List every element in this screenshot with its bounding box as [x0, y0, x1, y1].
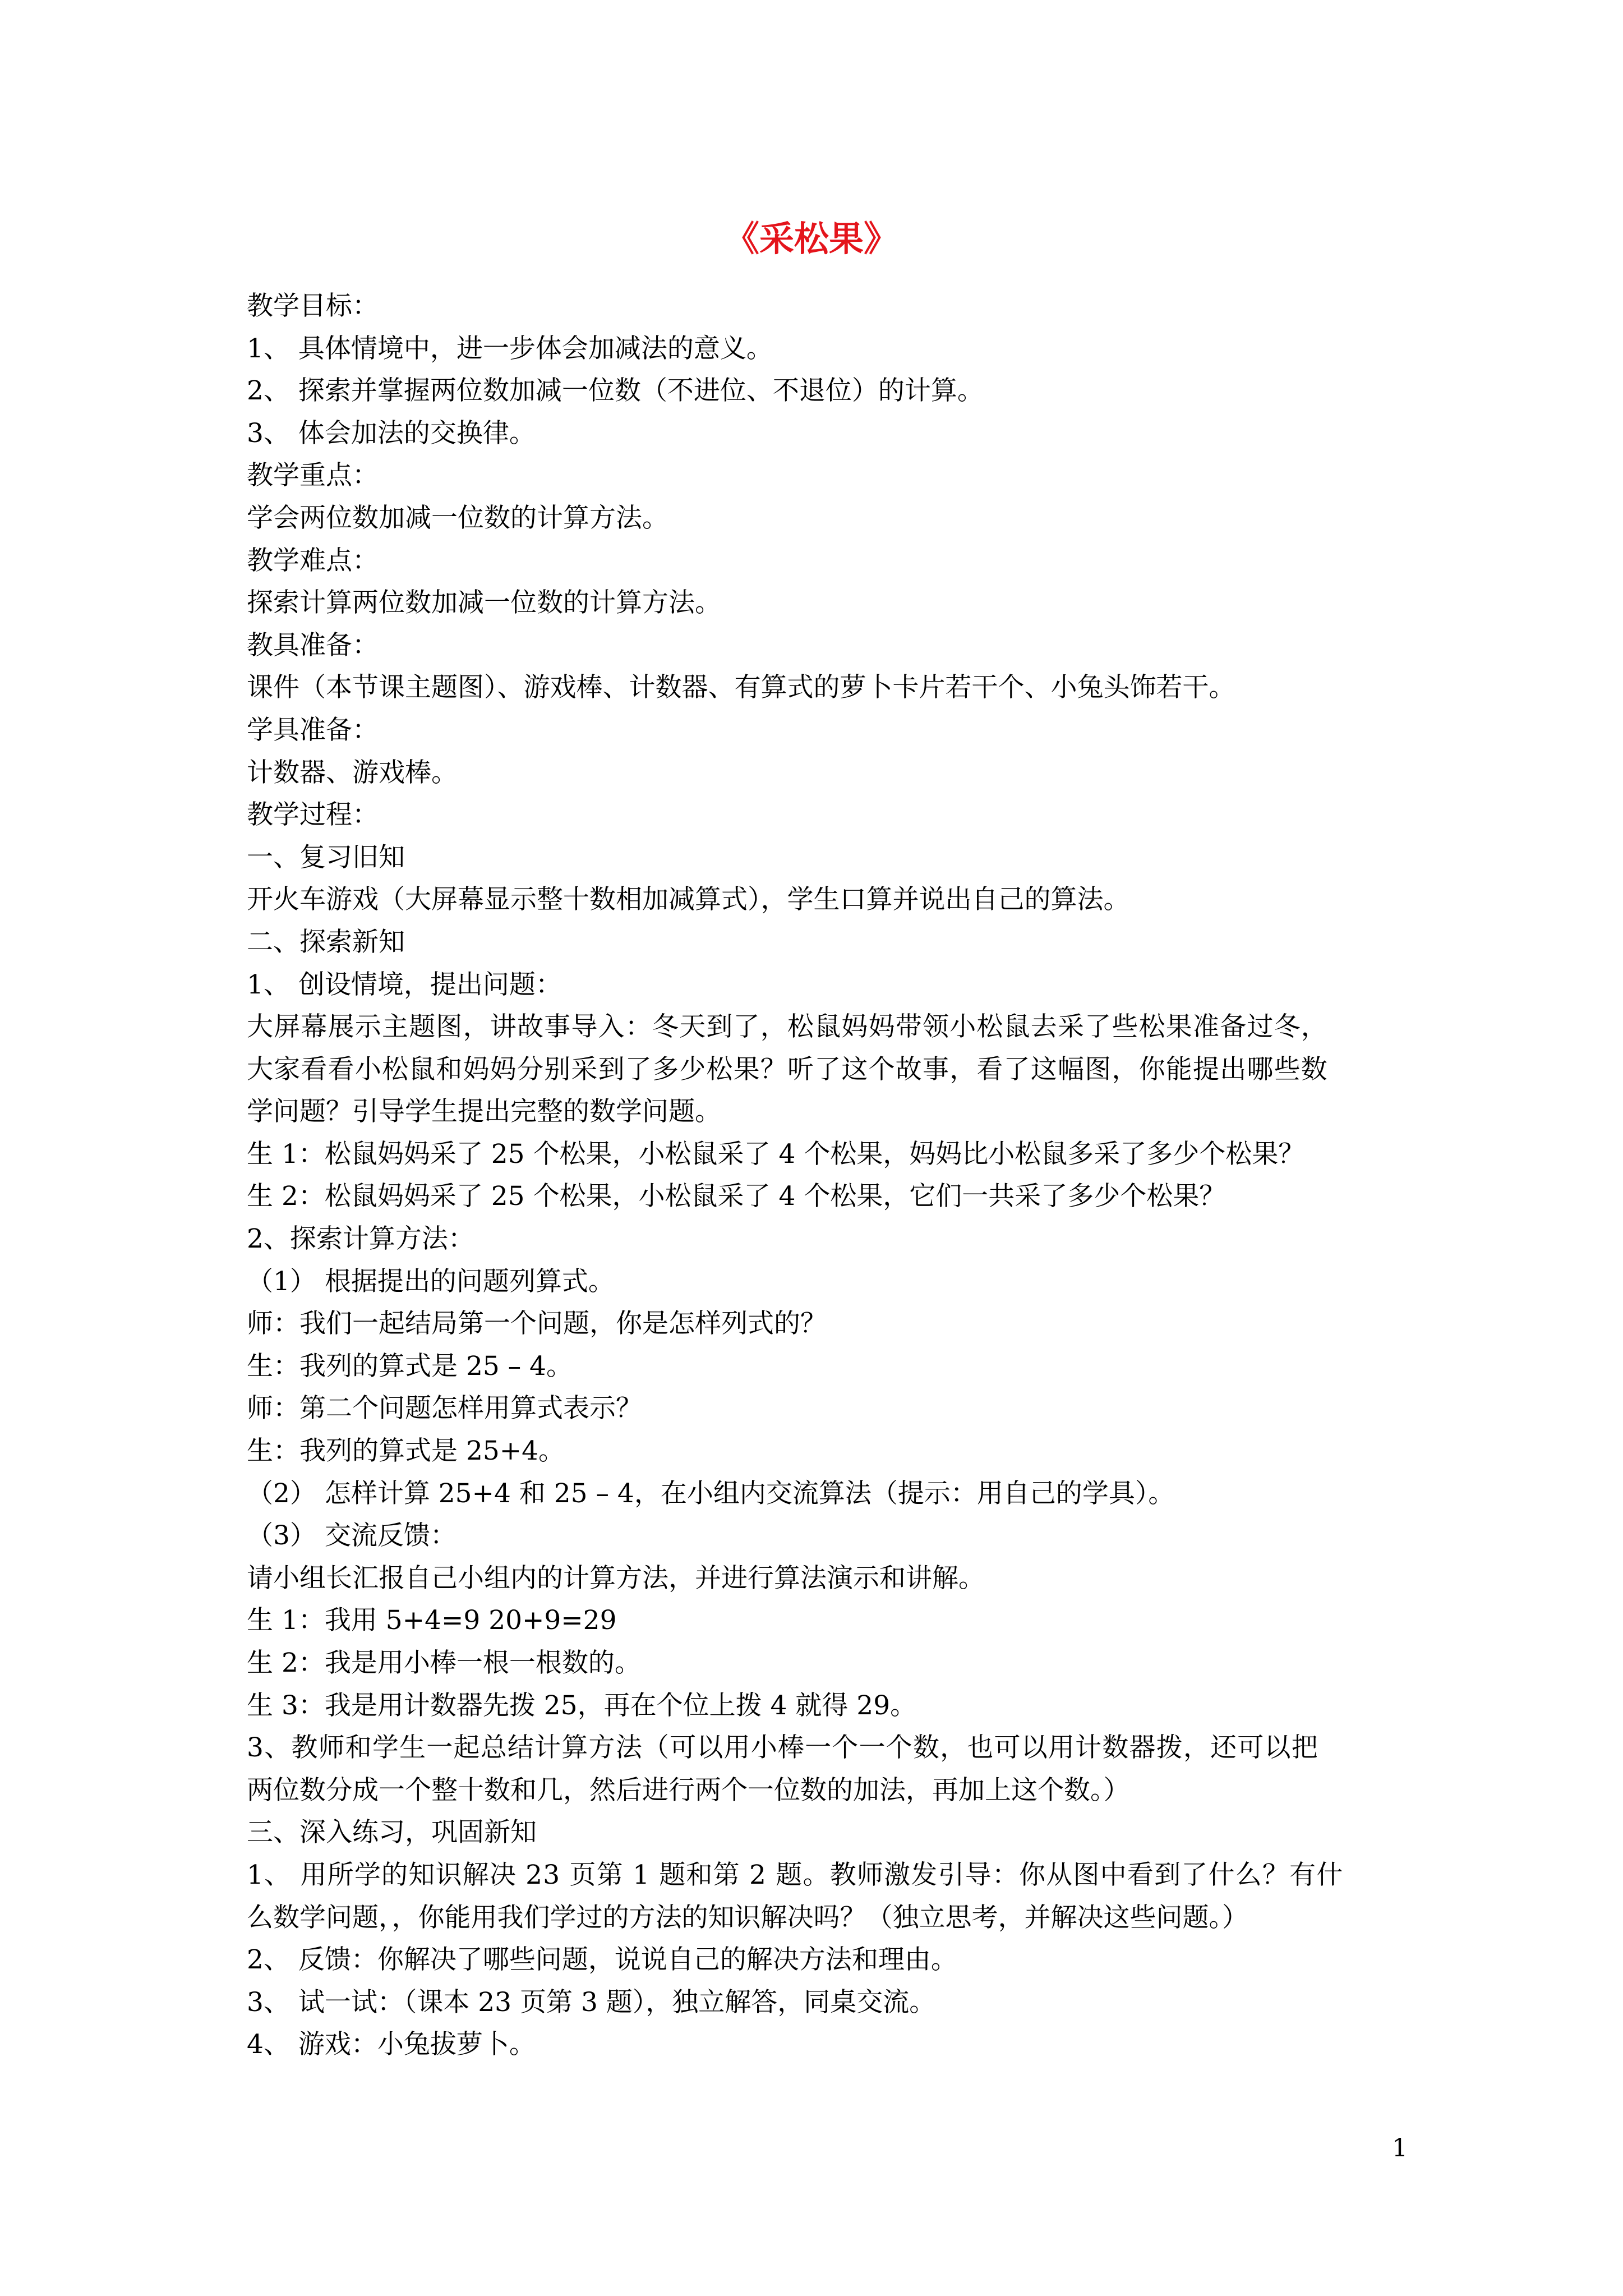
practice-item-4: 4、 游戏：小兔拔萝卜。: [247, 2029, 536, 2060]
practice-item-3: 3、 试一试：（课本 23 页第 3 题），独立解答，同桌交流。: [247, 1986, 936, 2018]
paragraph-line: 两位数分成一个整十数和几，然后进行两个一位数的加法，再加上这个数。）: [247, 1774, 1130, 1806]
document-body: [247, 285, 1408, 2066]
student-report-1: 生 1：我用 5+4=9 20+9=29: [247, 1605, 617, 1636]
sub-step-3: （3） 交流反馈：: [247, 1520, 457, 1552]
paragraph-line: 请小组长汇报自己小组内的计算方法，并进行算法演示和讲解。: [247, 1562, 985, 1594]
student-answer-1: 生 1：松鼠妈妈采了 25 个松果，小松鼠采了 4 个松果，妈妈比小松鼠多采了多少个松果？: [247, 1138, 1305, 1170]
objective-item-3: 3、 体会加法的交换律。: [247, 417, 536, 449]
page-number: 1: [1392, 2134, 1408, 2162]
teaching-aids-text: 课件（本节课主题图）、游戏棒、计数器、有算式的萝卜卡片若干个、小兔头饰若干。: [247, 672, 1235, 703]
student-answer-2: 生 2：松鼠妈妈采了 25 个松果，小松鼠采了 4 个松果，它们一共采了多少个松果？: [247, 1181, 1226, 1212]
student-report-2: 生 2：我是用小棒一根一根数的。: [247, 1648, 641, 1678]
section-heading-teaching-aids: 教具准备：: [247, 629, 379, 661]
process-step-3: 3、教师和学生一起总结计算方法（可以用小棒一个一个数，也可以用计数器拨，还可以把: [247, 1732, 1318, 1764]
paragraph-line: 大屏幕展示主题图，讲故事导入：冬天到了，松鼠妈妈带领小松鼠去采了些松果准备过冬，: [247, 1011, 1328, 1043]
sub-step-2: （2） 怎样计算 25+4 和 25 – 4，在小组内交流算法（提示：用自己的学具）。: [247, 1478, 1175, 1509]
objective-item-2: 2、 探索并掌握两位数加减一位数（不进位、不退位）的计算。: [247, 375, 984, 407]
key-points-text: 学会两位数加减一位数的计算方法。: [247, 502, 668, 533]
student-report-3: 生 3：我是用计数器先拨 25，再在个位上拨 4 就得 29。: [247, 1690, 917, 1721]
student-aids-text: 计数器、游戏棒。: [247, 757, 458, 788]
practice-item-1: 1、 用所学的知识解决 23 页第 1 题和第 2 题。教师激发引导：你从图中看到了什么？有什: [247, 1859, 1344, 1890]
paragraph-line: 大家看看小松鼠和妈妈分别采到了多少松果？听了这个故事，看了这幅图，你能提出哪些数: [247, 1053, 1328, 1085]
process-step-1: 1、 创设情境，提出问题：: [247, 969, 562, 1000]
section-heading-student-aids: 学具准备：: [247, 714, 379, 746]
section-heading-objectives: 教学目标：: [247, 291, 379, 321]
process-part-1-text: 开火车游戏（大屏幕显示整十数相加减算式），学生口算并说出自己的算法。: [247, 884, 1130, 915]
dialogue-line: 师：第二个问题怎样用算式表示？: [247, 1393, 642, 1424]
section-heading-difficulties: 教学难点：: [247, 545, 379, 576]
section-heading-process: 教学过程：: [247, 799, 379, 831]
dialogue-line: 生：我列的算式是 25 – 4。: [247, 1350, 573, 1382]
practice-item-2: 2、 反馈：你解决了哪些问题，说说自己的解决方法和理由。: [247, 1944, 957, 1976]
section-heading-key-points: 教学重点：: [247, 460, 379, 491]
paragraph-line: 学问题？引导学生提出完整的数学问题。: [247, 1096, 721, 1128]
process-step-2: 2、探索计算方法：: [247, 1223, 474, 1255]
process-part-2-heading: 二、探索新知: [247, 926, 405, 958]
paragraph-line: 么数学问题，，你能用我们学过的方法的知识解决吗？（独立思考，并解决这些问题。）: [247, 1902, 1248, 1933]
process-part-3-heading: 三、深入练习，巩固新知: [247, 1817, 537, 1848]
sub-step-1: （1） 根据提出的问题列算式。: [247, 1266, 615, 1297]
process-part-1-heading: 一、复习旧知: [247, 841, 405, 873]
dialogue-line: 师：我们一起结局第一个问题，你是怎样列式的？: [247, 1308, 827, 1340]
document-title: 《采松果》: [724, 218, 898, 259]
difficulties-text: 探索计算两位数加减一位数的计算方法。: [247, 587, 721, 619]
dialogue-line: 生：我列的算式是 25+4。: [247, 1435, 565, 1467]
objective-item-1: 1、 具体情境中，进一步体会加减法的意义。: [247, 333, 773, 364]
